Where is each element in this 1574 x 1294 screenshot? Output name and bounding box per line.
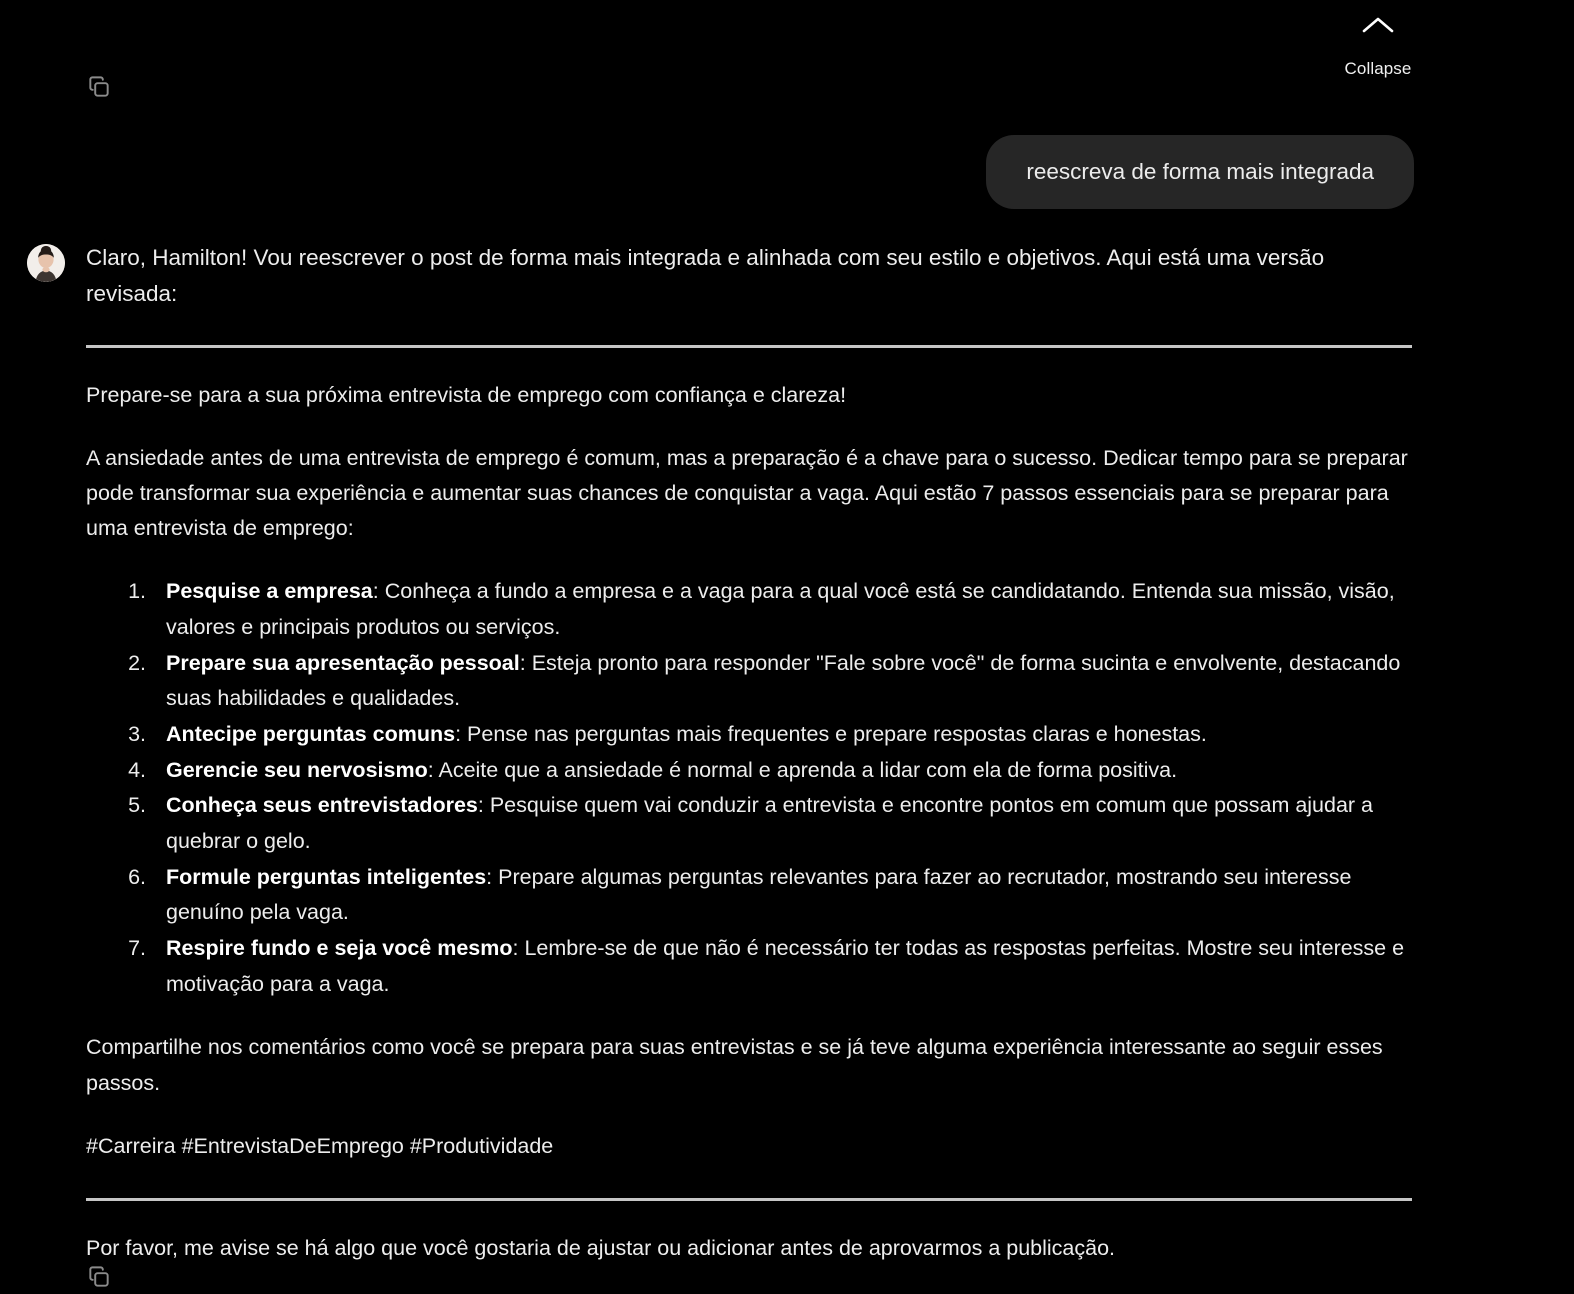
- step-body: : Esteja pronto para responder "Fale sobre você" de forma sucinta e envolvente, destacando suas habilidades e qualidades.: [166, 650, 1401, 711]
- step-title: Conheça seus entrevistadores: [166, 793, 478, 818]
- post-hashtags: #Carreira #EntrevistaDeEmprego #Produtividade: [86, 1133, 554, 1158]
- step-title: Antecipe perguntas comuns: [166, 721, 456, 746]
- copy-icon[interactable]: [86, 74, 112, 100]
- divider-bottom: [86, 1198, 1412, 1201]
- assistant-message-row: [0, 240, 1574, 1266]
- step-title: Respire fundo e seja você mesmo: [166, 936, 513, 961]
- step-body: : Aceite que a ansiedade é normal e aprenda a lidar com ela de forma positiva.: [427, 757, 1178, 782]
- assistant-intro-text: Claro, Hamilton! Vou reescrever o post de forma mais integrada e alinhada com seu estilo e objetivos. Aqui está uma versão revisada:: [86, 245, 1325, 306]
- list-item: [152, 753, 1414, 789]
- list-item: [152, 860, 1414, 931]
- step-title: Pesquise a empresa: [166, 579, 373, 604]
- divider-top: [86, 345, 1412, 348]
- step-title: Formule perguntas inteligentes: [166, 864, 487, 889]
- step-body: : Prepare algumas perguntas relevantes para fazer ao recrutador, mostrando seu interesse genuíno pela vaga.: [166, 864, 1352, 925]
- assistant-closing-text: Por favor, me avise se há algo que você gostaria de ajustar ou adicionar antes de aprovarmos a publicação.: [86, 1235, 1116, 1260]
- copy-icon[interactable]: [86, 1264, 112, 1290]
- step-body: : Pesquise quem vai conduzir a entrevista e encontre pontos em comum que possam ajudar a quebrar o gelo.: [166, 793, 1374, 854]
- list-item: [152, 788, 1414, 859]
- post-headline: Prepare-se para a sua próxima entrevista de emprego com confiança e clareza!: [86, 383, 847, 408]
- post-call-to-action: Compartilhe nos comentários como você se prepara para suas entrevistas e se já teve alguma experiência interessante ao seguir esses passos.: [86, 1035, 1383, 1095]
- step-title: Prepare sua apresentação pessoal: [166, 650, 520, 675]
- avatar: [27, 244, 65, 282]
- post-steps-list: [86, 574, 1414, 1002]
- step-body: : Conheça a fundo a empresa e a vaga para a qual você está se candidatando. Entenda sua missão, visão, valores e principais produtos ou serviços.: [166, 579, 1395, 639]
- step-body: : Pense nas perguntas mais frequentes e prepare respostas claras e honestas.: [455, 721, 1207, 746]
- step-body: : Lembre-se de que não é necessário ter todas as respostas perfeitas. Mostre seu interesse e motivação para a vaga.: [166, 936, 1405, 996]
- chevron-up-icon: [1358, 12, 1398, 38]
- user-message-bubble: reescreva de forma mais integrada: [986, 135, 1414, 209]
- collapse-button[interactable]: [1342, 12, 1414, 77]
- list-item: [152, 931, 1414, 1002]
- step-title: Gerencie seu nervosismo: [166, 757, 428, 782]
- user-message-row: [0, 135, 1574, 209]
- list-item: [152, 574, 1414, 645]
- message-toolbar: [0, 0, 1574, 120]
- post-intro-paragraph: A ansiedade antes de uma entrevista de emprego é comum, mas a preparação é a chave para o sucesso. Dedicar tempo para se preparar pode transformar sua experiência e aumentar suas chances de conquistar a vaga. Aqui estão 7 passos essenciais para se preparar para uma entrevista de emprego:: [86, 446, 1408, 541]
- list-item: [152, 646, 1414, 717]
- collapse-label: Collapse: [1344, 59, 1412, 78]
- list-item: [152, 717, 1414, 753]
